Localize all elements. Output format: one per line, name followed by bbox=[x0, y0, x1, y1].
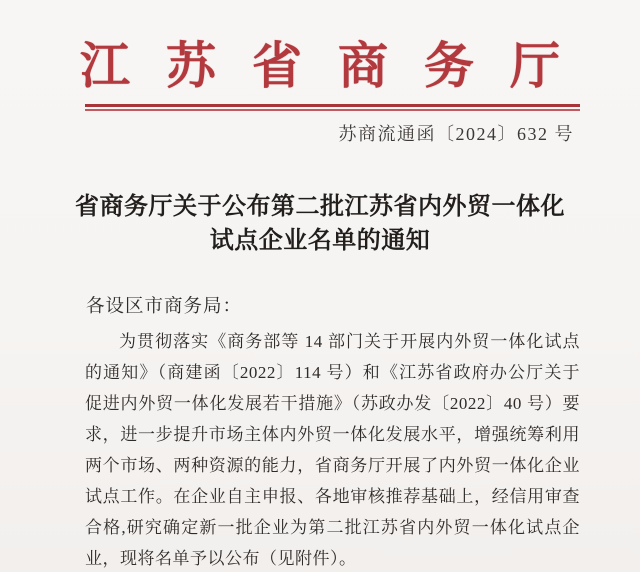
document-reference-number: 苏商流通函〔2024〕632 号 bbox=[338, 124, 574, 144]
body-line: 两个市场、两种资源的能力，省商务厅开展了内外贸一体化企业 bbox=[85, 456, 580, 475]
body-line: 合格,研究确定新一批企业为第二批江苏省内外贸一体化试点企 bbox=[85, 518, 580, 537]
red-divider-rule bbox=[85, 104, 580, 111]
body-line: 为贯彻落实《商务部等 14 部门关于开展内外贸一体化试点 bbox=[119, 332, 580, 351]
salutation: 各设区市商务局： bbox=[86, 297, 243, 317]
notice-title-line-2: 试点企业名单的通知 bbox=[209, 228, 431, 254]
body-line: 促进内外贸一体化发展若干措施》（苏政办发〔2022〕40 号）要 bbox=[85, 394, 580, 413]
body-line: 的通知》（商建函〔2022〕114 号）和《江苏省政府办公厅关于 bbox=[85, 363, 580, 382]
notice-title bbox=[30, 190, 610, 258]
agency-name-heading: 江苏省商务厅 bbox=[80, 38, 596, 94]
notice-body bbox=[85, 326, 580, 572]
body-line: 试点工作。在企业自主申报、各地审核推荐基础上，经信用审查 bbox=[85, 487, 580, 506]
body-line: 求，进一步提升市场主体内外贸一体化发展水平，增强统筹利用 bbox=[85, 425, 580, 444]
notice-title-line-1: 省商务厅关于公布第二批江苏省内外贸一体化 bbox=[75, 194, 565, 220]
body-line: 业，现将名单予以公布（见附件）。 bbox=[85, 549, 357, 568]
